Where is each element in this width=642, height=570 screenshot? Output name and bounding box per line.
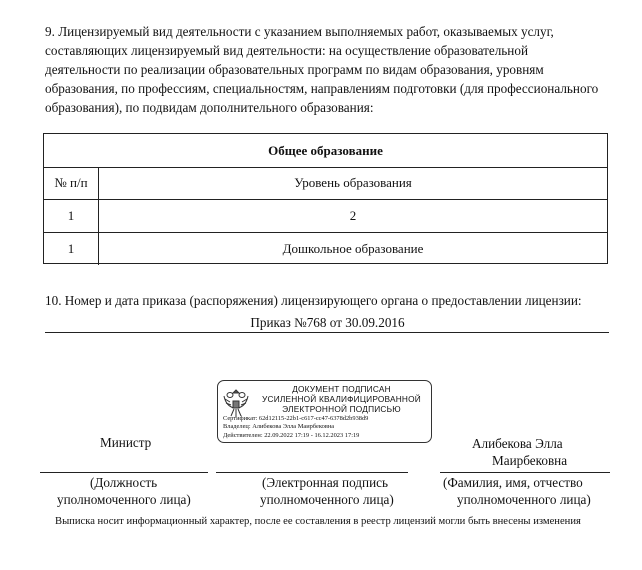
education-table <box>43 133 608 264</box>
table-row <box>44 200 607 233</box>
signer-name-line1: Алибекова Элла <box>472 436 563 451</box>
section-10-text: 10. Номер и дата приказа (распоряжения) лицензирующего органа о предоставлении лицензии: <box>45 293 582 308</box>
signer-name-line2: Маирбековна <box>492 453 568 468</box>
stamp-owner: Владелец: Алибекова Элла Маирбековна <box>223 423 335 431</box>
stamp-title: ДОКУМЕНТ ПОДПИСАН УСИЛЕННОЙ КВАЛИФИЦИРОВАННОЙ ЭЛЕКТРОННОЙ ПОДПИСЬЮ <box>262 384 421 414</box>
table-row <box>44 233 607 265</box>
cell-level: Дошкольное образование <box>282 241 424 256</box>
header-number: № п/п <box>44 167 99 199</box>
cell-number: 1 <box>44 200 99 232</box>
stamp-validity: Действителен: 22.09.2022 17:19 - 16.12.2023 17:19 <box>223 431 360 439</box>
cell-level: 2 <box>349 208 357 223</box>
name-signature-line <box>440 472 610 473</box>
caption-position-1: (Должность <box>90 475 158 490</box>
order-text: Приказ №768 от 30.09.2016 <box>250 315 405 330</box>
table-header-row <box>44 167 607 200</box>
footer-note: Выписка носит информационный характер, после ее составления в реестр лицензий могли быть внесены изменения <box>55 516 581 527</box>
caption-esign-2: уполномоченного лица) <box>260 492 394 507</box>
caption-name-1: (Фамилия, имя, отчество <box>443 475 583 490</box>
order-underline <box>45 332 609 333</box>
stamp-details <box>223 415 428 440</box>
caption-esign-1: (Электронная подпись <box>262 475 388 490</box>
position-signature-line <box>40 472 208 473</box>
header-level: Уровень образования <box>294 175 412 190</box>
section-9-text: 9. Лицензируемый вид деятельности с указанием выполняемых работ, оказываемых услуг, составляющих лицензируемый вид деятельности: на осуществление образовательной деятельности по реализации образовательных программ по видам образования, уровням образования, по профессиям, специальностям, направлениям подготовки (для профессионального образования), по подвидам дополнительного образования: <box>45 24 599 115</box>
cell-number: 1 <box>44 233 99 265</box>
esignature-stamp <box>217 380 432 443</box>
caption-name-2: уполномоченного лица) <box>457 492 591 507</box>
table-title: Общее образование <box>44 134 607 168</box>
stamp-certificate: Сертификат: 62d12115-22b1-c617-cc47-6378d2b938d9 <box>223 415 369 422</box>
caption-position-2: уполномоченного лица) <box>57 492 191 507</box>
esignature-line <box>216 472 408 473</box>
signer-position: Министр <box>100 435 152 450</box>
